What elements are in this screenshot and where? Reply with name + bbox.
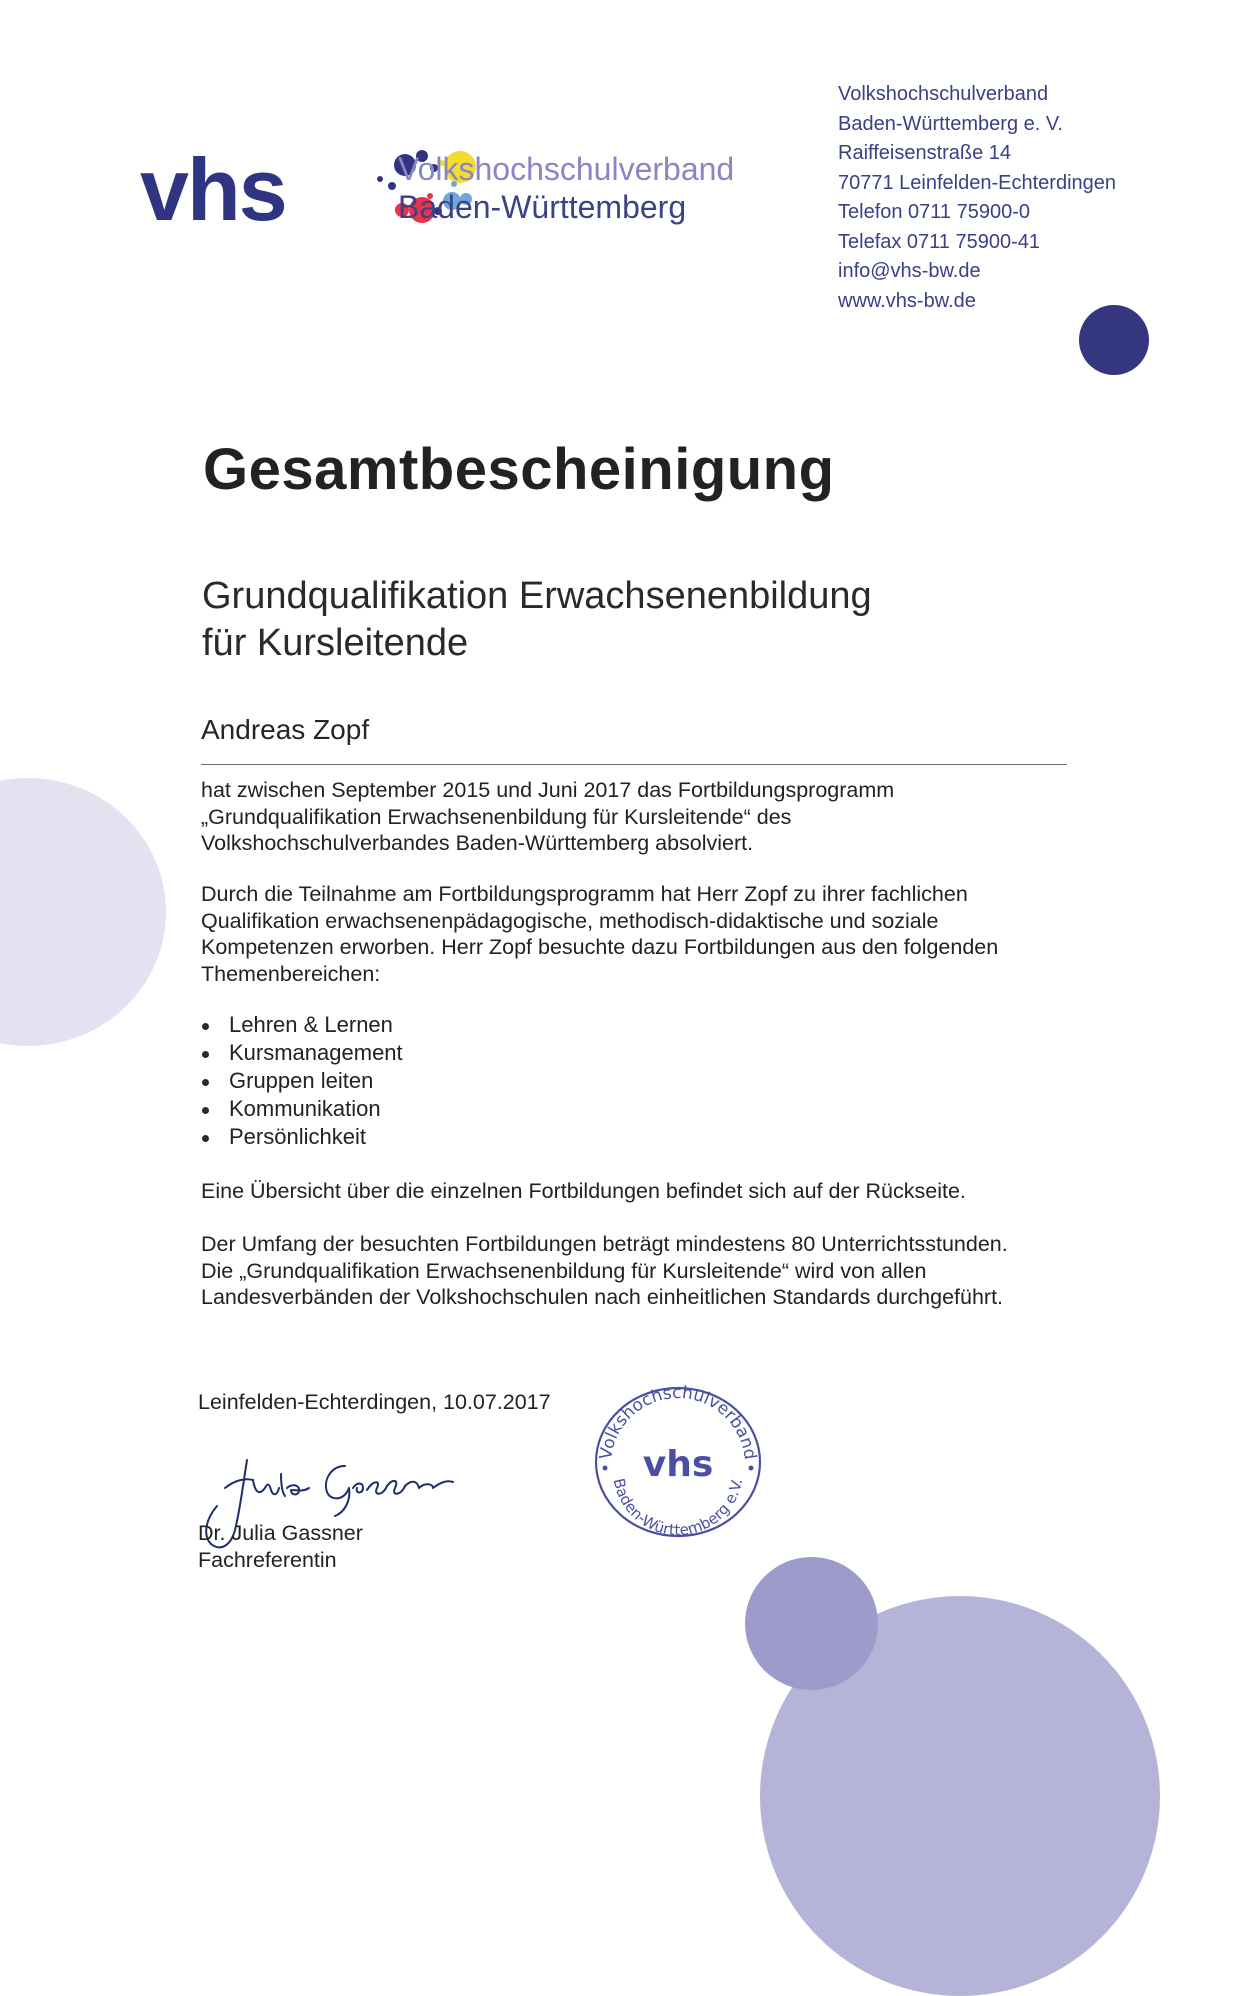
logo-line-2: Baden-Württemberg [398,189,687,225]
paragraph-competences [201,881,1081,987]
paragraph-line: Kompetenzen erworben. Herr Zopf besuchte dazu Fortbildungen aus den folgenden [201,935,999,959]
paragraph-program [201,777,1081,857]
paragraph-line: Qualifikation erwachsenenpädagogische, methodisch-didaktische und soziale [201,908,939,933]
address-line: Volkshochschulverband [838,83,1049,105]
address-email: info@vhs-bw.de [838,260,981,282]
svg-text:vhs: vhs [642,1444,714,1485]
subtitle-line-1: Grundqualifikation Erwachsenenbildung [202,575,872,617]
official-seal-stamp [583,1370,773,1540]
paragraph-line: Volkshochschulverbandes Baden-Württemberg absolviert. [201,831,754,855]
paragraph-line: Landesverbänden der Volkshochschulen nach einheitlichen Standards durchgeführt. [201,1285,1004,1309]
logo-wordmark: vhs [140,140,286,239]
paragraph-line: „Grundqualifikation Erwachsenenbildung für Kursleitende“ des [201,804,792,829]
subtitle-line-2: für Kursleitende [202,622,469,664]
list-item: Kursmanagement [200,1039,403,1067]
paragraph-line: Themenbereichen: [201,961,381,986]
decorative-circle-bottom-small [745,1557,878,1690]
logo-line-1: Volkshochschulverband [398,151,735,187]
address-line: Baden-Württemberg e. V. [838,112,1063,135]
document-title: Gesamtbescheinigung [203,437,835,502]
svg-text:Volkshochschulverband: Volkshochschulverband [596,1382,760,1461]
decorative-circle-left [0,778,166,1046]
paragraph-line: hat zwischen September 2015 und Juni 2017 das Fortbildungsprogramm [201,778,895,802]
sender-address [838,80,1116,316]
topics-list [200,1011,403,1151]
list-item: Kommunikation [200,1095,403,1123]
paragraph-line: Durch die Teilnahme am Fortbildungsprogramm hat Herr Zopf zu ihrer fachlichen [201,882,968,906]
document-subtitle [202,573,872,667]
logo-organization-name [398,150,734,226]
paragraph-scope [201,1231,1081,1311]
list-item: Gruppen leiten [200,1067,403,1095]
signer-role: Fachreferentin [198,1547,337,1572]
signer-block [198,1520,363,1573]
list-item: Lehren & Lernen [200,1011,403,1039]
paragraph-line: Der Umfang der besuchten Fortbildungen beträgt mindestens 80 Unterrichtsstunden. [201,1232,1008,1256]
place-and-date: Leinfelden-Echterdingen, 10.07.2017 [198,1390,551,1414]
recipient-name: Andreas Zopf [201,714,370,745]
vhs-logo [140,140,780,250]
signer-name: Dr. Julia Gassner [198,1521,363,1545]
name-underline [201,764,1067,765]
paragraph-overview: Eine Übersicht über die einzelnen Fortbildungen befindet sich auf der Rückseite. [201,1179,966,1203]
address-line: Raiffeisenstraße 14 [838,142,1012,164]
address-fax: Telefax 0711 75900-41 [838,230,1041,253]
paragraph-line: Die „Grundqualifikation Erwachsenenbildung für Kursleitende“ wird von allen [201,1258,927,1283]
address-phone: Telefon 0711 75900-0 [838,201,1031,223]
address-website: www.vhs-bw.de [838,289,976,312]
svg-text:Baden-Württemberg e.V.: Baden-Württemberg e.V. [609,1476,747,1540]
list-item: Persönlichkeit [200,1123,403,1151]
address-line: 70771 Leinfelden-Echterdingen [838,171,1116,194]
